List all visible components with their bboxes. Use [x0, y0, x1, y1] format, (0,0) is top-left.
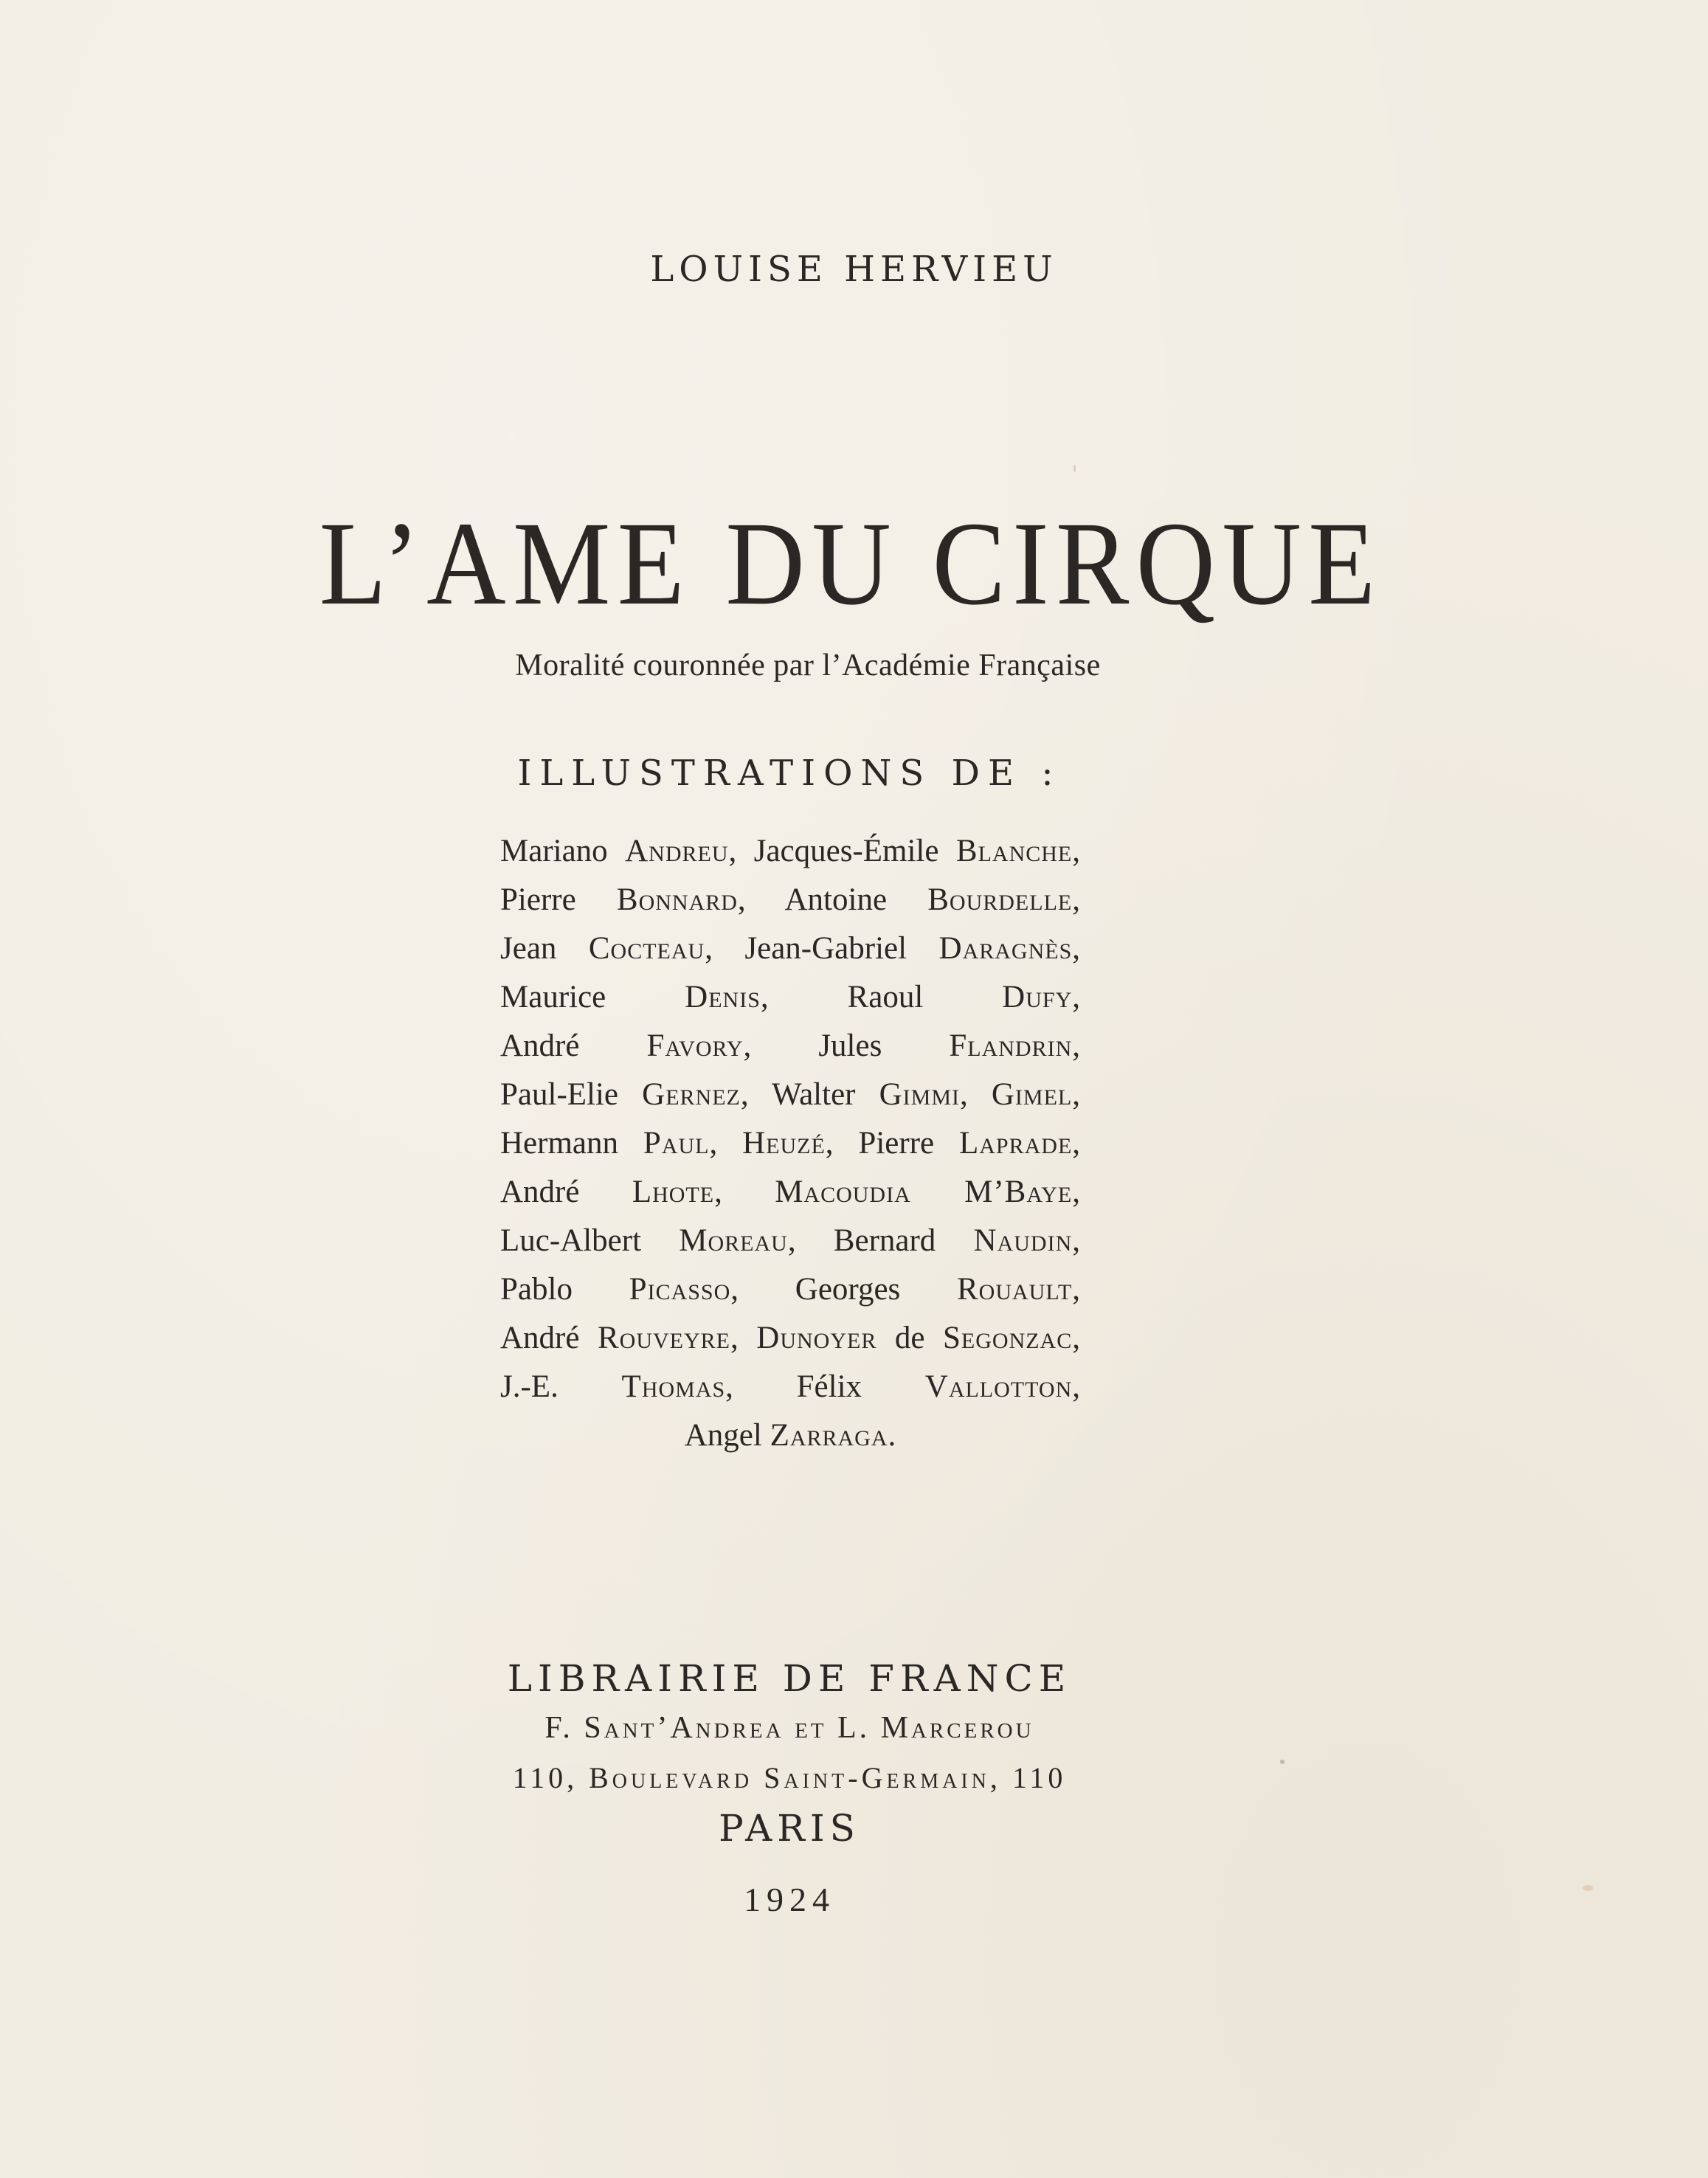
- illustrator-surname: Denis: [685, 980, 761, 1014]
- illustrator-line: [500, 1022, 1080, 1071]
- illustrator-surname: Cocteau: [588, 931, 705, 966]
- illustrator-text: Pierre: [500, 882, 617, 917]
- illustrator-text: ,: [1072, 1175, 1080, 1209]
- illustrator-line: [500, 876, 1080, 924]
- illustrator-text: , Jacques-Émile: [728, 834, 956, 868]
- paper-speck: [1583, 1885, 1593, 1891]
- illustrator-surname: Gernez: [642, 1077, 741, 1112]
- illustrator-text: ,: [709, 1126, 743, 1161]
- illustrator-surname: Paul: [643, 1126, 710, 1161]
- illustrator-text: ,: [1072, 1223, 1080, 1258]
- illustrator-text: ,: [1072, 1321, 1080, 1355]
- publisher-address: 110, Boulevard Saint-Germain, 110: [512, 1761, 1067, 1794]
- illustrator-text: ,: [1072, 1126, 1081, 1161]
- publisher-name: LIBRAIRIE DE FRANCE: [507, 1657, 1072, 1700]
- illustrator-list: [500, 827, 1080, 1460]
- illustrator-text: André: [500, 1321, 598, 1355]
- illustrator-text: , Bernard: [787, 1223, 974, 1258]
- paper-speck: [1280, 1760, 1285, 1764]
- illustrator-line: [500, 1217, 1080, 1265]
- illustrator-surname: Daragnès: [938, 931, 1073, 966]
- illustrator-surname: Zarraga: [770, 1418, 888, 1453]
- illustrator-text: Paul-Elie: [500, 1077, 643, 1112]
- illustrator-text: , Pierre: [825, 1126, 959, 1161]
- illustrator-line: [500, 1411, 1080, 1460]
- illustrator-text: ,: [1072, 1077, 1080, 1112]
- illustrator-text: André: [500, 1028, 647, 1063]
- paper-speck: [1073, 465, 1076, 472]
- illustrator-surname: Bourdelle: [927, 882, 1073, 917]
- illustrator-surname: Gimel: [991, 1077, 1073, 1112]
- illustrator-text: Hermann: [500, 1126, 643, 1161]
- illustrator-text: Mariano: [500, 834, 626, 868]
- publisher-city: PARIS: [719, 1807, 860, 1850]
- illustrator-surname: Naudin: [973, 1223, 1073, 1258]
- illustrator-surname: Rouault: [957, 1272, 1073, 1307]
- illustrator-surname: Blanche: [955, 834, 1073, 868]
- illustrator-surname: Moreau: [679, 1223, 788, 1258]
- illustrator-text: Pablo: [500, 1272, 629, 1307]
- illustrator-line: [500, 1363, 1080, 1411]
- publisher-editors: F. Sant’Andrea et L. Marcerou: [544, 1711, 1034, 1745]
- illustrator-surname: Macoudia M’Baye: [775, 1175, 1073, 1209]
- illustrator-line: [500, 827, 1080, 876]
- illustrator-text: , Félix: [725, 1369, 925, 1404]
- illustrator-surname: Rouveyre: [598, 1321, 731, 1355]
- illustrator-text: , Raoul: [760, 980, 1003, 1014]
- illustrator-line: [500, 1119, 1080, 1168]
- illustrator-surname: Dufy: [1002, 980, 1073, 1014]
- illustrator-line: [500, 1314, 1080, 1363]
- illustrator-text: ,: [1072, 980, 1080, 1014]
- illustrator-surname: Picasso: [629, 1272, 731, 1307]
- illustrator-surname: Thomas: [621, 1369, 726, 1404]
- illustrator-surname: Heuzé: [742, 1126, 826, 1161]
- illustrator-surname: Favory: [646, 1028, 744, 1063]
- illustrator-text: ,: [714, 1175, 775, 1209]
- illustrator-text: , Jules: [743, 1028, 950, 1063]
- illustrator-text: André: [500, 1175, 632, 1209]
- illustrator-text: de: [877, 1321, 943, 1355]
- illustrator-surname: Dunoyer: [756, 1321, 877, 1355]
- illustrator-text: .: [888, 1418, 896, 1453]
- illustrator-text: ,: [1072, 882, 1080, 917]
- illustrator-text: Jean: [500, 931, 589, 966]
- illustrator-text: ,: [1072, 1369, 1080, 1404]
- illustrator-surname: Flandrin: [949, 1028, 1073, 1063]
- illustrator-line: [500, 924, 1080, 973]
- illustrator-line: [500, 1168, 1080, 1217]
- illustrator-line: [500, 973, 1080, 1022]
- illustrator-text: Luc-Albert: [500, 1223, 680, 1258]
- illustrator-text: ,: [1072, 1272, 1080, 1307]
- illustrator-surname: Segonzac: [943, 1321, 1073, 1355]
- book-title: L’AME DU CIRQUE: [319, 498, 1383, 630]
- illustrator-surname: Gimmi: [879, 1077, 960, 1112]
- illustrator-surname: Andreu: [625, 834, 729, 868]
- illustrator-surname: Vallotton: [924, 1369, 1073, 1404]
- illustrator-line: [500, 1071, 1080, 1119]
- illustrator-text: Maurice: [500, 980, 685, 1014]
- illustrator-line: [500, 1265, 1080, 1314]
- illustrator-text: Angel: [684, 1418, 770, 1453]
- illustrator-text: ,: [1072, 931, 1080, 966]
- book-subtitle: Moralité couronnée par l’Académie Française: [515, 649, 1101, 682]
- illustrator-text: ,: [1072, 834, 1080, 868]
- illustrator-text: , Jean-Gabriel: [705, 931, 939, 966]
- illustrator-text: , Antoine: [737, 882, 928, 917]
- illustrator-text: ,: [1072, 1028, 1080, 1063]
- illustrator-text: J.-E.: [500, 1369, 622, 1404]
- illustrator-text: ,: [960, 1077, 992, 1112]
- illustrator-text: ,: [730, 1321, 757, 1355]
- illustrator-text: , Georges: [730, 1272, 957, 1307]
- author-name: LOUISE HERVIEU: [650, 249, 1058, 290]
- illustrator-text: , Walter: [740, 1077, 879, 1112]
- publication-year: 1924: [744, 1881, 835, 1918]
- illustrations-heading: ILLUSTRATIONS DE :: [517, 753, 1062, 794]
- illustrator-surname: Lhote: [632, 1175, 715, 1209]
- illustrator-surname: Laprade: [958, 1126, 1073, 1161]
- illustrator-surname: Bonnard: [616, 882, 738, 917]
